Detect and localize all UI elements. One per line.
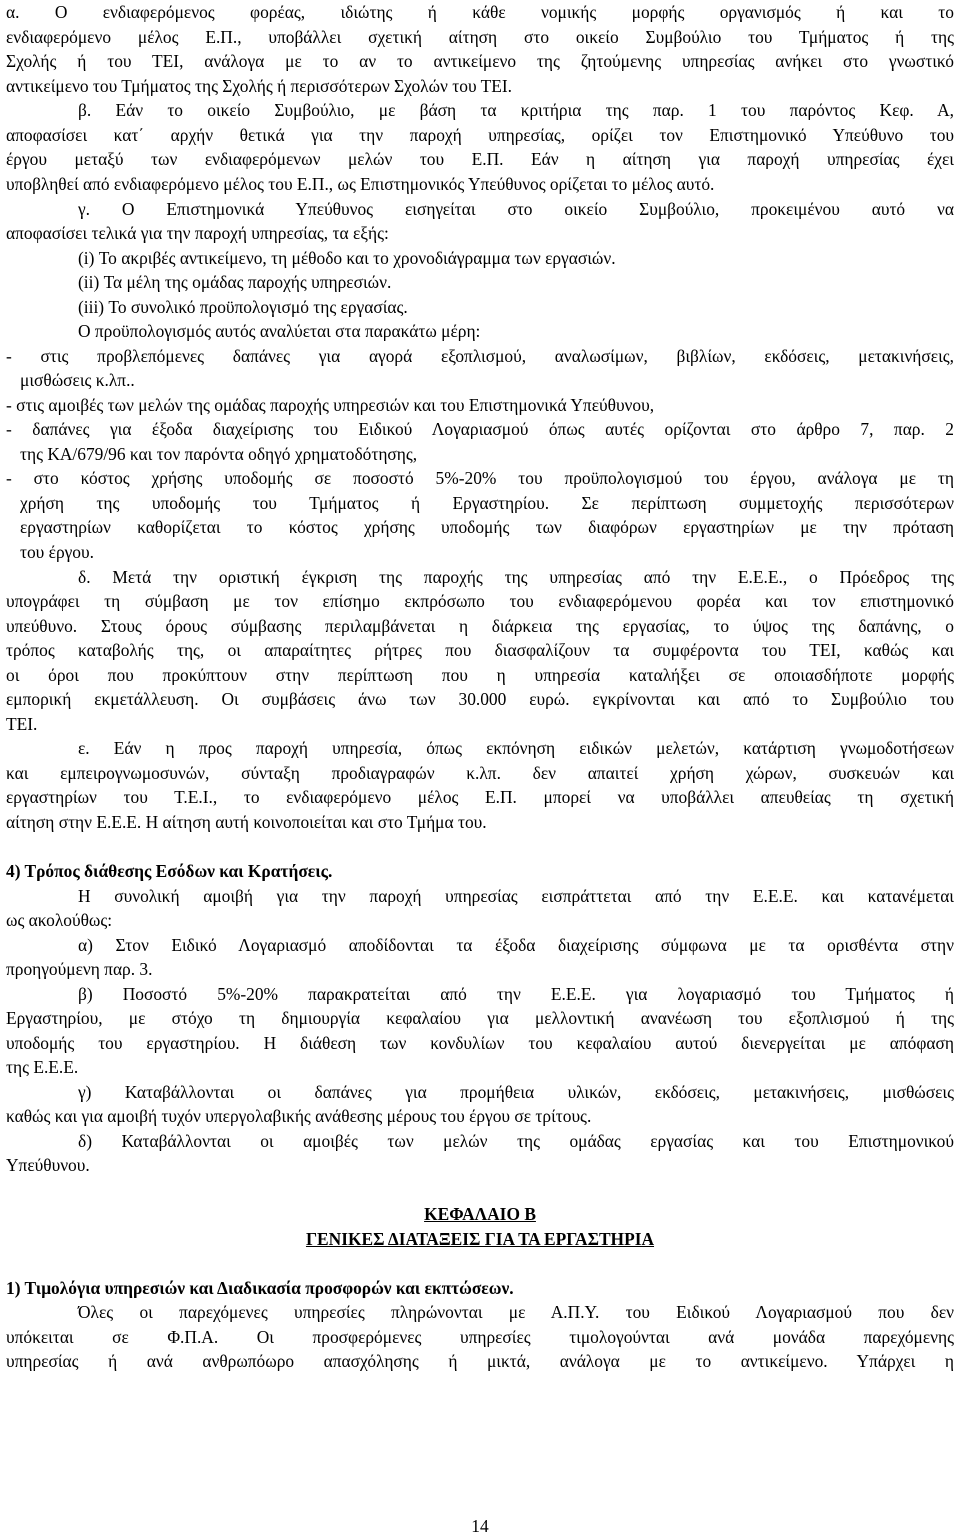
text-line: δ. Μετά την οριστική έγκριση της παροχής της υπηρεσίας από την Ε.Ε.Ε., ο Πρόεδρος της [78,567,954,587]
text-line: εργαστηρίων καθορίζεται το κόστος χρήσης υποδομής των διαφόρων εργαστηρίων με την πρόταση [20,517,954,537]
text-line: β) Ποσοστό 5%-20% παρακρατείται από την Ε.Ε.Ε. για λογαριασμό του Τμήματος ή [78,984,954,1004]
text-line: υποβληθεί από ενδιαφερόμενο μέλος του Ε.Π., ως Επιστημονικός Υπεύθυνος ορίζεται το μέλος αυτό. [6,174,715,194]
text-line: - στις αμοιβές των μελών της ομάδας παροχής υπηρεσιών και του Επιστημονικά Υπεύθυνου, [6,395,655,415]
text-line: ως ακολούθως: [6,910,113,930]
text-line: (ii) Τα μέλη της ομάδας παροχής υπηρεσιών. [78,272,392,292]
text-line: Εργαστηρίου, με στόχο τη δημιουργία κεφαλαίου για μελλοντική ανανέωση του εξοπλισμού ή της [6,1008,954,1028]
text-line: Η συνολική αμοιβή για την παροχή υπηρεσίας εισπράττεται από την Ε.Ε.Ε. και κατανέμεται [78,886,954,906]
page-number: 14 [471,1516,489,1536]
text-line: έργου μεταξύ των ενδιαφερόμενων μελών του Ε.Π. Εάν η αίτηση για παροχή υπηρεσίας έχει [6,149,954,169]
document-page [6,0,954,1537]
text-line: - δαπάνες για έξοδα διαχείρισης του Ειδικού Λογαριασμού όπως αυτές ορίζονται στο άρθρο 7, παρ. 2 [6,419,954,439]
text-line: ΤΕΙ. [6,714,38,734]
text-line: υποδομής του εργαστηρίου. Η διάθεση των κονδυλίων του κεφαλαίου αυτού διενεργείται με απόφαση [6,1033,954,1053]
text-line: Σχολής ή του ΤΕΙ, ανάλογα με το αν το αντικείμενο της ζητούμενης υπηρεσίας ανήκει στο γνωστικό [6,51,954,71]
text-line: Ο προϋπολογισμός αυτός αναλύεται στα παρακάτω μέρη: [78,321,481,341]
text-line: - στις προβλεπόμενες δαπάνες για αγορά εξοπλισμού, αναλωσίμων, βιβλίων, εκδόσεις, μετακινήσεις, [6,346,954,366]
text-line: δ) Καταβάλλονται οι αμοιβές των μελών της ομάδας εργασίας και του Επιστημονικού [78,1131,954,1151]
text-line: ΚΕΦΑΛΑΙΟ Β [424,1204,536,1224]
text-line: αποφασίσει τελικά για την παροχή υπηρεσίας, τα εξής: [6,223,389,243]
text-line: υπόκειται σε Φ.Π.Α. Οι προσφερόμενες υπηρεσίες τιμολογούνται ανά μονάδα παρεχόμενης [6,1327,954,1347]
text-line: της ΚΑ/679/96 και τον παρόντα οδηγό χρηματοδότησης, [20,444,418,464]
text-line: προηγούμενη παρ. 3. [6,959,153,979]
text-line: 1) Τιμολόγια υπηρεσιών και Διαδικασία προσφορών και εκπτώσεων. [6,1278,514,1298]
text-line: τρόπος καταβολής της, οι απαραίτητες ρήτρες που διασφαλίζουν τα συμφέροντα του ΤΕΙ, καθώς και [6,640,954,660]
text-line: - στο κόστος χρήσης υποδομής σε ποσοστό 5%-20% του προϋπολογισμού του έργου, ανάλογα με τη [6,468,954,488]
text-line: (iii) Το συνολικό προϋπολογισμό της εργασίας. [78,297,408,317]
text-line: της Ε.Ε.Ε. [6,1057,79,1077]
text-line: α. Ο ενδιαφερόμενος φορέας, ιδιώτης ή κάθε νομικής μορφής οργανισμός ή και το [6,2,954,22]
text-line: αντικείμενο του Τμήματος της Σχολής ή περισσότερων Σχολών του ΤΕΙ. [6,76,512,96]
text-line: α) Στον Ειδικό Λογαριασμό αποδίδονται τα έξοδα διαχείρισης σύμφωνα με τα ορισθέντα στην [78,935,954,955]
text-line: εμπορική εκμετάλλευση. Οι συμβάσεις άνω των 30.000 ευρώ. εγκρίνονται και από το Συμβούλιο του [6,689,954,709]
text-line: ε. Εάν η προς παροχή υπηρεσία, όπως εκπόνηση ειδικών μελετών, κατάρτιση γνωμοδοτήσεων [78,738,954,758]
text-line: αποφασίσει κατ΄ αρχήν θετικά για την παροχή υπηρεσίας, ορίζει τον Επιστημονικό Υπεύθυνο του [6,125,954,145]
text-line: μισθώσεις κ.λπ.. [20,370,135,390]
text-line: 4) Τρόπος διάθεσης Εσόδων και Κρατήσεις. [6,861,333,881]
text-line: του έργου. [20,542,94,562]
text-line: και εμπειρογνωμοσυνών, σύνταξη προδιαγραφών κ.λπ. δεν απαιτεί χρήση χώρων, συσκευών και [6,763,954,783]
text-line: καθώς και για αμοιβή τυχόν υπεργολαβικής ανάθεσης μέρους του έργου σε τρίτους. [6,1106,592,1126]
text-line: (i) Το ακριβές αντικείμενο, τη μέθοδο και το χρονοδιάγραμμα των εργασιών. [78,248,616,268]
text-line: υπηρεσίας ή ανά ανθρωπόωρο απασχόλησης ή μικτά, ανάλογα με το αντικείμενο. Υπάρχει η [6,1351,954,1371]
text-line: γ) Καταβάλλονται οι δαπάνες για προμήθεια υλικών, εκδόσεις, μετακινήσεις, μισθώσεις [78,1082,954,1102]
text-line: υπεύθυνο. Στους όρους σύμβασης περιλαμβάνεται η διάρκεια της εργασίας, το ύψος της δαπάνης, ο [6,616,954,636]
text-line: αίτηση στην Ε.Ε.Ε. Η αίτηση αυτή κοινοποιείται και στο Τμήμα του. [6,812,487,832]
text-line: γ. Ο Επιστημονικά Υπεύθυνος εισηγείται στο οικείο Συμβούλιο, προκειμένου αυτό να [78,199,954,219]
text-line: ΓΕΝΙΚΕΣ ΔΙΑΤΑΞΕΙΣ ΓΙΑ ΤΑ ΕΡΓΑΣΤΗΡΙΑ [305,1229,655,1249]
text-line: Υπεύθυνου. [6,1155,90,1175]
text-line: β. Εάν το οικείο Συμβούλιο, με βάση τα κριτήρια της παρ. 1 του παρόντος Κεφ. Α, [78,100,954,120]
text-line: Όλες οι παρεχόμενες υπηρεσίες πληρώνονται με Α.Π.Υ. του Ειδικού Λογαριασμού που δεν [78,1302,954,1322]
text-line: ενδιαφερόμενο μέλος Ε.Π., υποβάλλει σχετική αίτηση στο οικείο Συμβούλιο του Τμήματος ή της [6,27,954,47]
text-line: εργαστηρίων του Τ.Ε.Ι., το ενδιαφερόμενο μέλος Ε.Π. μπορεί να υποβάλλει απευθείας τη σχετική [6,787,954,807]
text-line: οι όροι που προκύπτουν στην περίπτωση που η υπηρεσία καταλήξει σε οποιασδήποτε μορφής [6,665,954,685]
text-line: υπογράφει τη σύμβαση με τον επίσημο εκπρόσωπο του ενδιαφερόμενου φορέα και τον επιστημονικό [6,591,954,611]
text-line: χρήση της υποδομής του Τμήματος ή Εργαστηρίου. Σε περίπτωση συμμετοχής περισσότερων [20,493,954,513]
